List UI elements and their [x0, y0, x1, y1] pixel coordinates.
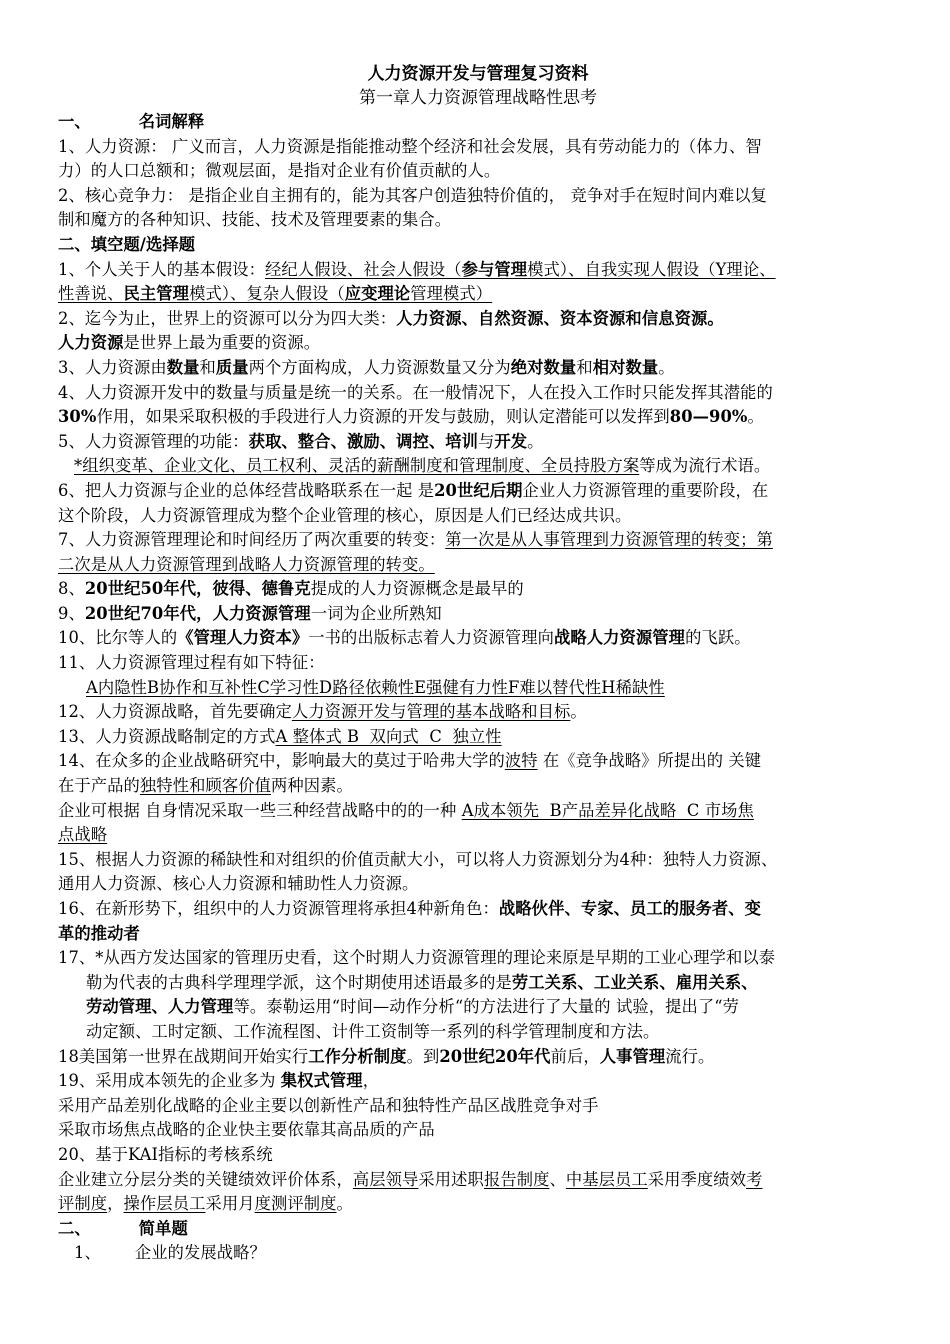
bold-term: 集权式管理 [280, 1071, 363, 1091]
bold-term: 革的推动者 [58, 923, 140, 943]
text-run: 采用月 [205, 1194, 255, 1214]
underlined-answer: 中基层员工 [565, 1169, 648, 1189]
text-run: 前后， [550, 1046, 600, 1066]
text-run: 和 [576, 357, 593, 377]
text-run: 19、采用成本领先的企业多为 [58, 1071, 281, 1091]
question-19-line: 采用产品差别化战略的企业主要以创新性产品和独特性产品区战胜竞争对手 [58, 1095, 599, 1115]
text-run: 13、人力资源战略制定的方式 [58, 726, 276, 746]
bold-term: 民主管理 [123, 284, 190, 304]
question-20-line: 20、基于KAI指标的考核系统 [58, 1144, 273, 1164]
underlined-answer: 二次是从人力资源管理到战略人力资源管理的转变。 [58, 554, 435, 574]
text-run: 2、迄今为止，世界上的资源可以分为四大类： [58, 308, 397, 328]
text-run: 12、人力资源战略，首先要确定 [58, 702, 292, 722]
text-run: 18美国第一世界在战期间开始实行 [58, 1046, 309, 1066]
question-20-line [58, 1168, 898, 1193]
section-title: 名词解释 [138, 112, 205, 131]
question-17-line [58, 995, 898, 1020]
section-heading-fill: 二、填空题/选择题 [58, 234, 196, 254]
text-run: 两个方面构成，人力资源数量又分为 [248, 357, 511, 377]
text-run: 等。泰勒运用“时间—动作分析“的方法进行了大量的 试验，提出了“劳 [233, 997, 740, 1017]
underlined-answer: 操作层员工 [123, 1194, 206, 1214]
section-title: 简单题 [138, 1218, 188, 1238]
text-run: 、 [549, 1169, 566, 1189]
question-3-line [58, 356, 898, 381]
text-run: 勒为代表的古典科学理理学派，这个时期使用述语最多的是 [86, 972, 512, 992]
text-run: 。 [747, 407, 764, 427]
bold-term: 开发 [494, 431, 528, 451]
text-run: ， [362, 1071, 380, 1091]
paragraph-line: 2、核心竞争力： 是指企业自主拥有的，能为其客户创造独特价值的， 竞争对手在短时间内难以复 [58, 185, 768, 205]
text-run: 等成为流行术语。 [639, 456, 771, 476]
underlined-answer: 度测评制度 [254, 1194, 337, 1214]
question-4-line: 4、人力资源开发中的数量与质量是统一的关系。在一般情况下，人在投入工作时只能发挥其潜能的 [58, 382, 773, 402]
text-run: 6、把人力资源与企业的总体经营战略联系在一起 是 [58, 480, 435, 500]
text-run: 企业建立分层分类的关键绩效评价体系， [58, 1169, 353, 1189]
bold-term: 20世纪70年代，人力资源管理 [84, 603, 311, 623]
text-run: 一词为企业所熟知 [310, 603, 442, 623]
question-17-line: 17、*从西方发达国家的管理历史看，这个时期人力资源管理的理论来原是早期的工业心理学和以泰 [58, 948, 776, 968]
question-15-line: 通用人力资源、核心人力资源和辅助性人力资源。 [58, 874, 419, 894]
bold-term: 劳动管理、人力管理 [86, 997, 234, 1017]
underlined-answer: 人力资源开发与管理的基本战略和目标 [291, 702, 571, 722]
underlined-answer: A 整体式 B 双向式 C 独立性 [275, 726, 502, 746]
paragraph-line: 制和魔方的各种知识、技能、技术及管理要素的集合。 [58, 210, 452, 230]
question-17-line: 动定额、工时定额、工作流程图、计件工资制等一系列的科学管理制度和方法。 [86, 1021, 660, 1041]
document-title: 人力资源开发与管理复习资料 [367, 64, 589, 84]
question-14-line [58, 749, 898, 774]
text-run: 模式）、自我实现人假设（Y理论、 [527, 259, 776, 279]
text-run: 16、在新形势下，组织中的人力资源管理将承担4种新角色： [58, 899, 499, 918]
text-run: 作用，如果采取积极的手段进行人力资源的开发与鼓励，则认定潜能可以发挥到 [96, 407, 670, 427]
question-15-line: 15、根据人力资源的稀缺性和对组织的价值贡献大小，可以将人力资源划分为4种：独特人力资源、 [58, 849, 778, 869]
text-run: 14、在众多的企业战略研究中，影响最大的莫过于哈弗大学的 [58, 751, 505, 771]
underlined-answer: 独特性和顾客价值 [139, 776, 271, 796]
bold-term: 参与管理 [461, 259, 528, 279]
short-answer-question-1 [58, 1241, 898, 1266]
question-8-line [58, 577, 898, 602]
question-16-line [58, 922, 898, 947]
question-18-line [58, 1045, 898, 1070]
question-5-line [58, 454, 898, 479]
chapter-subtitle: 第一章人力资源管理战略性思考 [359, 88, 597, 108]
text-run: 两种因素。 [270, 776, 353, 796]
bold-term: 20世纪后期 [434, 480, 523, 500]
bold-term: 20世纪20年代 [439, 1046, 551, 1066]
text-run: 8、 [58, 579, 85, 599]
underlined-answer: 评制度 [58, 1194, 108, 1214]
bold-term: 获取、整合、激励、调控、培训 [248, 431, 478, 451]
text-run: 管理模式） [410, 284, 493, 304]
underlined-answer: 考 [746, 1169, 763, 1189]
text-run: 的飞跃。 [685, 628, 751, 648]
question-16-line [58, 897, 898, 922]
underlined-answer: A内隐性B协作和互补性C学习性D路径依赖性E强健有力性F难以替代性H稀缺性 [86, 677, 665, 697]
question-1-line [58, 258, 898, 283]
question-17-line [58, 971, 898, 996]
text-run: 经纪人假设、社会人假设（ [265, 259, 462, 279]
paragraph-line: 1、人力资源： 广义而言，人力资源是指能推动整个经济和社会发展，具有劳动能力的（体力、智 [58, 136, 762, 156]
question-7-line [58, 553, 898, 578]
text-run: 。 [527, 431, 544, 451]
question-14-line [58, 823, 898, 848]
section-heading-short-answer [58, 1217, 898, 1242]
bold-term: 20世纪50年代，彼得、德鲁克 [84, 579, 311, 599]
question-11-line [58, 676, 898, 701]
underlined-answer [265, 260, 776, 279]
text-run: 10、比尔等人的 [58, 628, 178, 648]
underlined-answer: 报告制度 [483, 1169, 550, 1189]
question-6-line: 这个阶段，人力资源管理成为整个企业管理的核心，原因是人们已经达成共识。 [58, 505, 632, 525]
text-run: 流行。 [665, 1046, 715, 1066]
bold-term: 战略人力资源管理 [554, 628, 686, 648]
text-run: 5、人力资源管理的功能： [58, 431, 249, 451]
section-heading-terms [58, 110, 898, 135]
bold-term: 人力资源 [58, 333, 124, 353]
text-run: 一书的出版标志着人力资源管理向 [308, 628, 555, 648]
bold-term: 战略伙伴、专家、员工的服务者、变 [498, 899, 762, 918]
text-run: 采用季度绩效 [647, 1169, 747, 1189]
bold-term: 人力资源、自然资源、资本资源和信息资源。 [396, 308, 724, 328]
text-run: 与 [478, 431, 495, 451]
text-run: 采用述职 [418, 1169, 484, 1189]
section-number: 一、 [58, 112, 91, 131]
question-7-line [58, 528, 898, 553]
section-number: 二、 [58, 1218, 91, 1238]
bold-term: 工作分析制度 [308, 1046, 407, 1066]
text-run: 3、人力资源由 [58, 357, 167, 377]
bold-term: 数量 [166, 357, 200, 377]
text-run: 在《竞争战略》所提出的 关键 [537, 751, 762, 771]
text-run: 。 [658, 357, 675, 377]
paragraph-line: 力）的人口总额和；微观层面，是指对企业有价值贡献的人。 [58, 161, 501, 181]
text-run: ， [107, 1194, 124, 1214]
question-19-line [58, 1069, 898, 1094]
underlined-answer: 第一次是从人事管理到力资源管理的转变；第 [445, 530, 773, 550]
text-run: 模式）、复杂人假设（ [189, 284, 345, 304]
document-page [58, 62, 898, 1266]
text-run: 企业人力资源管理的重要阶段，在 [522, 480, 769, 500]
text-run: 。 [570, 702, 587, 722]
question-14-line [58, 799, 898, 824]
text-run: 和 [199, 357, 216, 377]
bold-term: 劳工关系、工业关系、雇用关系、 [511, 972, 758, 992]
underlined-answer [58, 284, 492, 303]
bold-term: 相对数量 [592, 357, 659, 377]
text-run: 9、 [58, 603, 85, 623]
text-run: 在于产品的 [58, 776, 140, 796]
question-number: 1、 [74, 1243, 101, 1263]
bold-term: 80—90% [669, 407, 748, 427]
question-9-line [58, 602, 898, 627]
text-run: 。 [336, 1194, 353, 1214]
question-1-line [58, 282, 898, 307]
bold-term: 《管理人力资本》 [177, 628, 309, 648]
question-14-line [58, 774, 898, 799]
bold-term: 应变理论 [344, 284, 411, 304]
text-run: 性善说、 [58, 284, 124, 304]
question-13-line [58, 725, 898, 750]
question-6-line [58, 479, 898, 504]
question-12-line [58, 700, 898, 725]
text-run: 7、人力资源管理理论和时间经历了两次重要的转变： [58, 530, 446, 550]
question-10-line [58, 626, 898, 651]
question-11-line: 11、人力资源管理过程有如下特征： [58, 653, 325, 673]
text-run: 企业可根据 自身情况采取一些三种经营战略中的的一种 [58, 800, 462, 820]
underlined-answer: 波特 [504, 751, 538, 771]
text-run: 。到 [406, 1046, 440, 1066]
bold-term: 质量 [215, 357, 249, 377]
question-19-line: 采取市场焦点战略的企业快主要依靠其高品质的产品 [58, 1120, 435, 1140]
question-2-line [58, 307, 898, 332]
underlined-answer: *组织变革、企业文化、员工权利、灵活的薪酬制度和管理制度、全员持股方案 [74, 456, 640, 476]
question-text: 企业的发展战略？ [134, 1243, 266, 1263]
text-run: 是世界上最为重要的资源。 [123, 333, 321, 353]
bold-term: 30% [58, 407, 97, 427]
text-run: 1、个人关于人的基本假设： [58, 259, 266, 279]
bold-term: 绝对数量 [510, 357, 577, 377]
question-2-line [58, 331, 898, 356]
question-20-line [58, 1192, 898, 1217]
underlined-answer: A成本领先 B产品差异化战略 C 市场焦 [461, 800, 754, 820]
bold-term: 人事管理 [599, 1046, 666, 1066]
underlined-answer: 点战略 [58, 825, 108, 845]
question-5-line [58, 430, 898, 455]
question-4-line [58, 405, 898, 430]
underlined-answer: 高层领导 [352, 1169, 419, 1189]
text-run: 提成的人力资源概念是最早的 [310, 579, 524, 599]
